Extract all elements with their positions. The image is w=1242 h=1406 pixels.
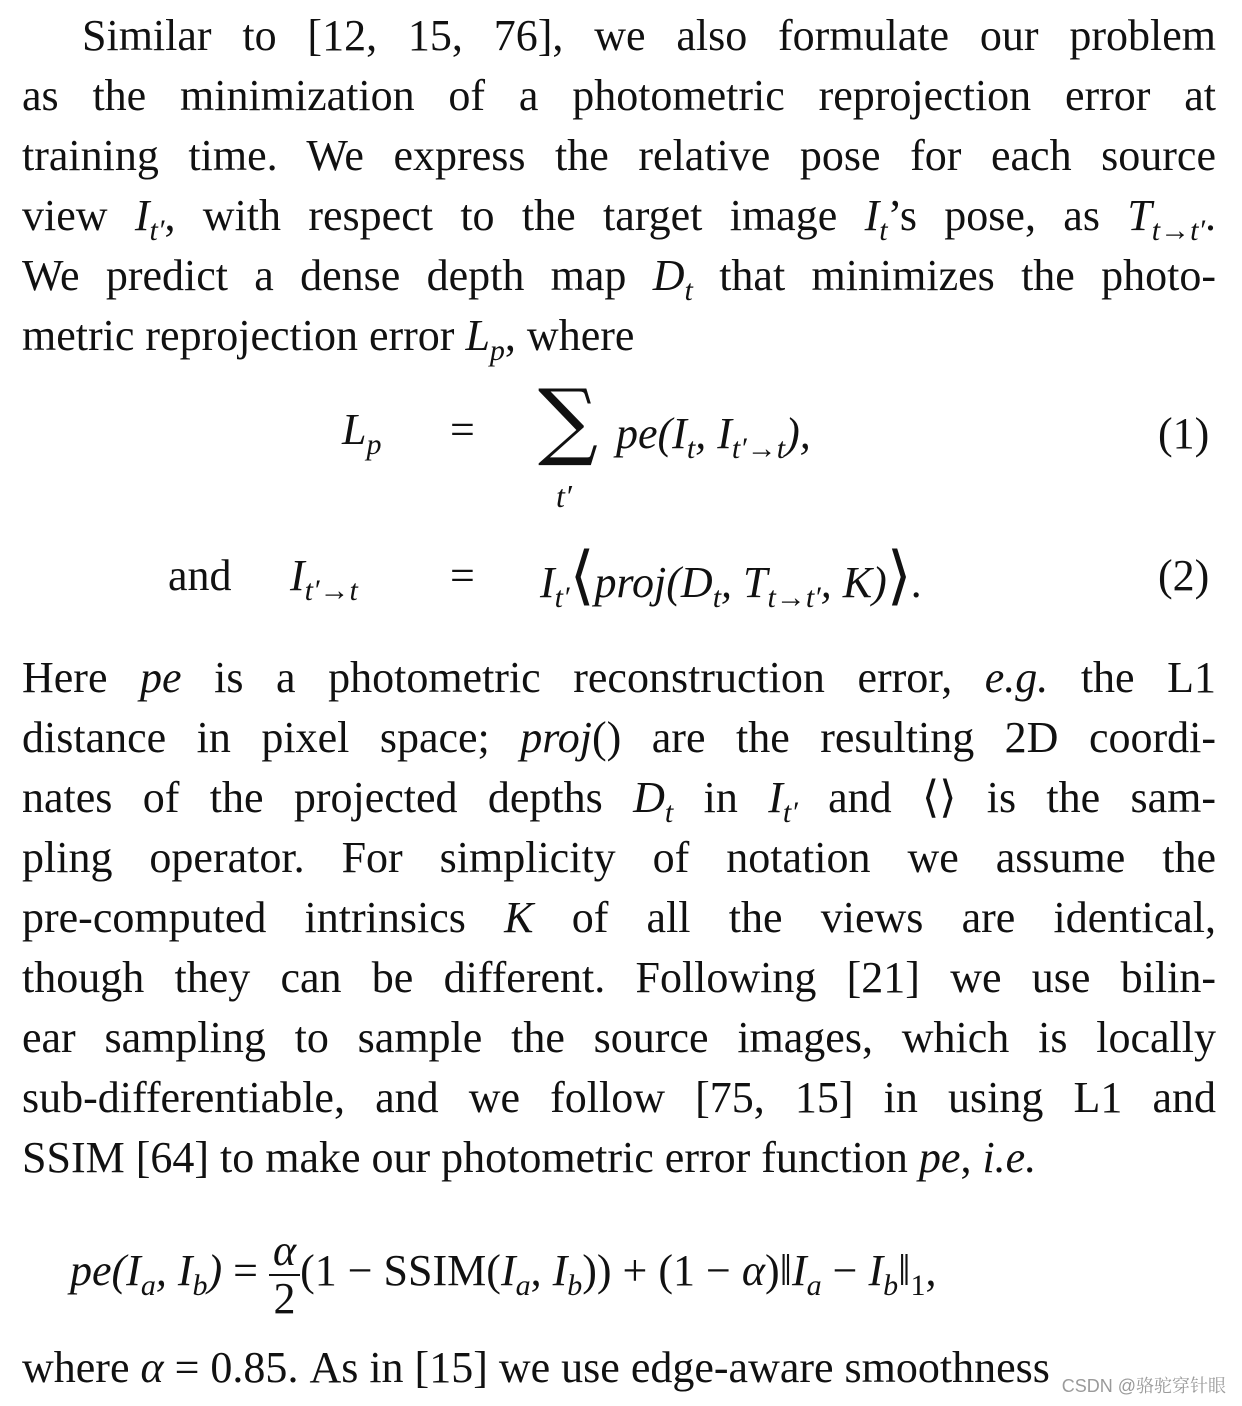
- eq2-number: [1158, 546, 1209, 606]
- text-line: [22, 306, 1216, 366]
- math-symbol: α: [140, 1343, 164, 1392]
- text-span: as the minimization of a photometric reprojection error at: [22, 71, 1216, 120]
- math-symbol: proj: [520, 713, 592, 762]
- eq1-rhs: $pe(I_t$, $I_{t'\to t}$),: [616, 409, 811, 465]
- text-span: , with respect to the target image: [164, 191, 838, 240]
- text-span: ,: [960, 1133, 972, 1182]
- text-span: of all the views are identical,: [571, 893, 1217, 942]
- text-line: [22, 948, 1216, 1008]
- text-span: distance in pixel space;: [22, 713, 490, 762]
- text-span: where: [22, 1343, 130, 1392]
- text-line: [22, 66, 1216, 126]
- text-span: ’s pose, as: [887, 191, 1100, 240]
- text-span: though they can be different. Following [21] we use bilin-: [22, 953, 1216, 1002]
- eq2-rhs: $I_{t'}⟨proj(D_t$, $T_{t\to t'}$, K)⟩.: [540, 540, 923, 614]
- text-span: Here: [22, 653, 108, 702]
- text-span: We predict a dense depth map: [22, 251, 627, 300]
- text-span: training time. We express the relative pose for each source: [22, 131, 1216, 180]
- text-line: [22, 888, 1216, 948]
- math-symbol: pe: [140, 653, 182, 702]
- text-span: ear sampling to sample the source images, which is locally: [22, 1013, 1216, 1062]
- text-span: SSIM [64] to make our photometric error function: [22, 1133, 908, 1182]
- eq2-prefix-text: and: [168, 551, 232, 600]
- text-line: [22, 246, 1216, 306]
- text-line: [22, 126, 1216, 186]
- text-span: in: [703, 773, 738, 822]
- eq3-pe-definition: $pe(I_a$, $I_b$) = $\frac{\alpha}{2}$ ($1 - SSIM(I_a$, $I_b)) + (1$ − $\alpha)‖I_a$ − $I_b‖_1$,: [70, 1226, 937, 1323]
- text-span: is the sam-: [986, 773, 1217, 822]
- text-span: Similar to [12, 15, 76], we also formulate our problem: [82, 11, 1216, 60]
- text-span: that minimizes the photo-: [719, 251, 1217, 300]
- text-span: are the resulting 2D coordi-: [651, 713, 1217, 762]
- eq2-equals: =: [450, 551, 475, 600]
- eq1-equals: =: [450, 405, 475, 454]
- text-span: view: [22, 191, 108, 240]
- text-line: [22, 768, 1216, 828]
- eq1-number: [1158, 404, 1209, 464]
- eq2-number-text: (2): [1158, 551, 1210, 600]
- eq1-sum-index: t′: [556, 478, 572, 514]
- text-line: distance in pixel space; proj() are the resulting 2D coordi-: [22, 713, 1217, 762]
- text-span: sub-differentiable, and we follow [75, 15] in using L1 and: [22, 1073, 1216, 1122]
- math-symbol: ⟨⟩: [922, 773, 957, 822]
- eq1-lhs: $L_p$: [342, 405, 382, 461]
- math-symbol: $I_t$: [864, 191, 888, 247]
- text-span: , where: [504, 311, 635, 360]
- eq1-number-text: (1): [1158, 409, 1210, 458]
- math-symbol: pe: [918, 1133, 961, 1182]
- math-symbol: K: [504, 893, 534, 942]
- text-span: metric reprojection error: [22, 311, 455, 360]
- math-symbol: $I_{t'}$: [768, 773, 798, 829]
- text-span: i.e.: [982, 1133, 1037, 1182]
- eq2-lhs: $I_{t'\to t}$: [290, 551, 358, 607]
- math-symbol: $D_t$: [633, 773, 674, 829]
- text-span: the L1: [1080, 653, 1217, 702]
- text-line: where α = 0.85. As in [15] we use edge-aware smoothness: [22, 1343, 1050, 1392]
- text-span: e.g.: [984, 653, 1049, 702]
- text-line: view $I_{t'}$, with respect to the target image $I_t’s$ pose, as $T_{t\to t'}$.: [22, 191, 1217, 247]
- text-line: [22, 1128, 1216, 1188]
- text-span: and: [828, 773, 892, 822]
- eq2-prefix: [168, 546, 232, 606]
- math-symbol: $L_p$: [465, 311, 505, 367]
- math-symbol: $I_{t'}$: [134, 191, 165, 247]
- text-line: [22, 828, 1216, 888]
- math-symbol: $D_t$: [652, 251, 693, 307]
- eq3-fraction: $\frac{\alpha}{2}$: [269, 1228, 300, 1322]
- text-line: [22, 1008, 1216, 1068]
- text-line: [22, 1068, 1216, 1128]
- text-line: [22, 648, 1216, 708]
- text-span: pling operator. For simplicity of notation we assume the: [22, 833, 1216, 882]
- text-span: nates of the projected depths: [22, 773, 603, 822]
- math-symbol: $T_{t\to t'}$: [1127, 191, 1206, 247]
- text-span: . As in [15] we use edge-aware smoothness: [287, 1343, 1050, 1392]
- watermark: CSDN @骆驼穿针眼: [1061, 1376, 1226, 1396]
- text-line: [22, 6, 1216, 66]
- text-span: pre-computed intrinsics: [22, 893, 466, 942]
- eq1-sum-symbol: ∑: [538, 371, 598, 469]
- text-span: is a photometric reconstruction error,: [214, 653, 953, 702]
